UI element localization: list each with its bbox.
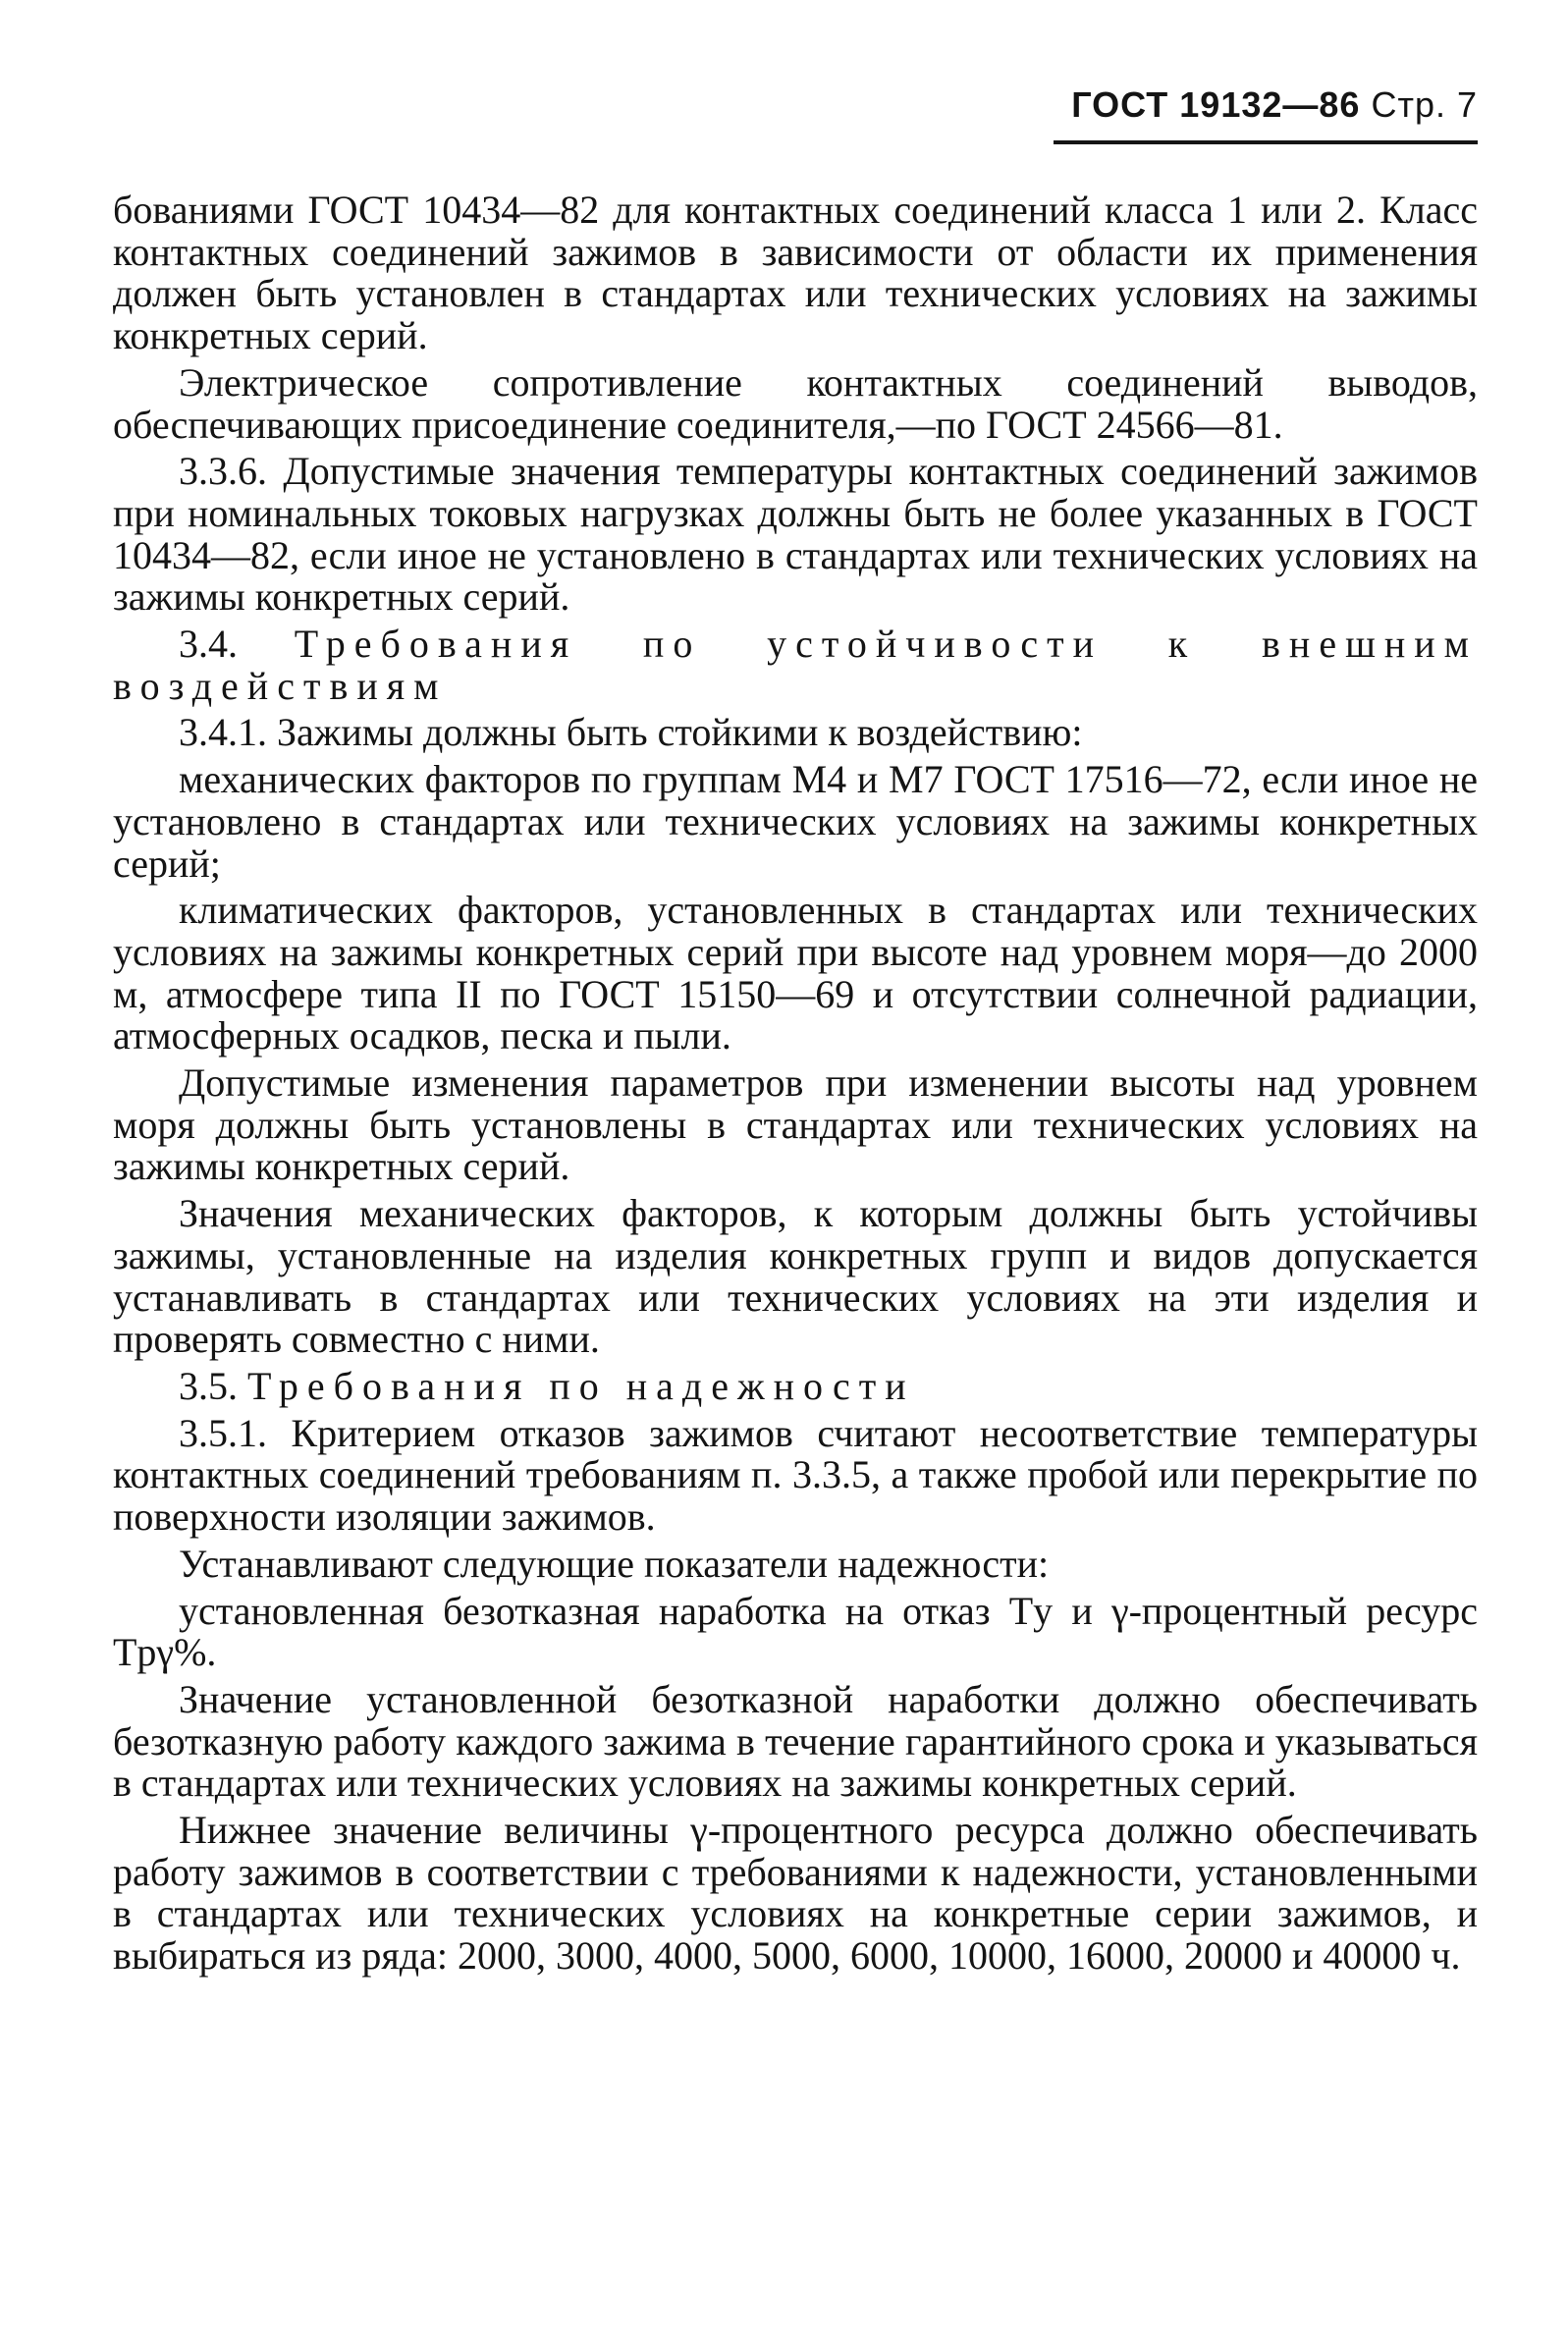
page-number: Стр. 7 <box>1371 84 1478 125</box>
paragraph: Значения механических факторов, к которым должны быть устойчивы зажимы, установленные на изделия конкретных групп и видов допускается устанавливать в стандартах или технических условиях на эти изделия и проверять совместно с ними. <box>113 1191 1478 1362</box>
paragraph: Допустимые изменения параметров при изменении высоты над уровнем моря должны быть установлены в стандартах или технических условиях на зажимы конкретных серий. <box>113 1060 1478 1189</box>
paragraph: Нижнее значение величины γ-процентного ресурса должно обеспечивать работу зажимов в соответствии с требованиями к надежности, установленными в стандартах или технических условиях на конкретные серии зажимов, и выбираться из ряда: 2000, 3000, 4000, 5000, 6000, 10000, 16000, 20000 и 40000 ч. <box>113 1808 1478 1979</box>
page-header <box>1071 84 1478 126</box>
paragraph: установленная безотказная наработка на отказ Tу и γ-процентный ресурс Tpγ%. <box>113 1588 1478 1675</box>
section-title: Требования по надежности <box>247 1363 915 1408</box>
document-body <box>113 190 1478 1982</box>
paragraph: 3.5.1. Критерием отказов зажимов считают несоответствие температуры контактных соединений требованиям п. 3.3.5, а также пробой или перекрытие по поверхности изоляции зажимов. <box>113 1410 1478 1540</box>
paragraph: 3.3.6. Допустимые значения температуры контактных соединений зажимов при номинальных токовых нагрузках должны быть не более указанных в ГОСТ 10434—82, если иное не установлено в стандартах или технических условиях на зажимы конкретных серий. <box>113 449 1478 620</box>
paragraph: Значение установленной безотказной наработки должно обеспечивать безотказную работу каждого зажима в течение гарантийного срока и указываться в стандартах или технических условиях на зажимы конкретных серий. <box>113 1676 1478 1806</box>
paragraph: Электрическое сопротивление контактных соединений выводов, обеспечивающих присоединение соединителя,—по ГОСТ 24566—81. <box>113 359 1478 447</box>
paragraph: механических факторов по группам М4 и М7 ГОСТ 17516—72, если иное не установлено в стандартах или технических условиях на зажимы конкретных серий; <box>113 757 1478 886</box>
section-heading-3-4 <box>113 624 1478 707</box>
standard-number: ГОСТ 19132—86 <box>1071 84 1361 125</box>
section-title: Требования по устойчивости к внешним воздействиям <box>113 622 1478 708</box>
header-rule <box>1054 140 1478 144</box>
section-number: 3.5. <box>179 1363 238 1408</box>
paragraph: климатических факторов, установленных в стандартах или технических условиях на зажимы конкретных серий при высоте над уровнем моря—до 2000 м, атмосфере типа II по ГОСТ 15150—69 и отсутствии солнечной радиации, атмосферных осадков, песка и пыли. <box>113 888 1478 1058</box>
section-number: 3.4. <box>179 622 238 667</box>
paragraph: бованиями ГОСТ 10434—82 для контактных соединений класса 1 или 2. Класс контактных соединений зажимов в зависимости от области их применения должен быть установлен в стандартах или технических условиях на зажимы конкретных серий. <box>113 188 1478 358</box>
section-heading-3-5 <box>113 1363 1478 1408</box>
paragraph: Устанавливают следующие показатели надежности: <box>179 1541 1050 1586</box>
paragraph: 3.4.1. Зажимы должны быть стойкими к воздействию: <box>179 710 1083 755</box>
